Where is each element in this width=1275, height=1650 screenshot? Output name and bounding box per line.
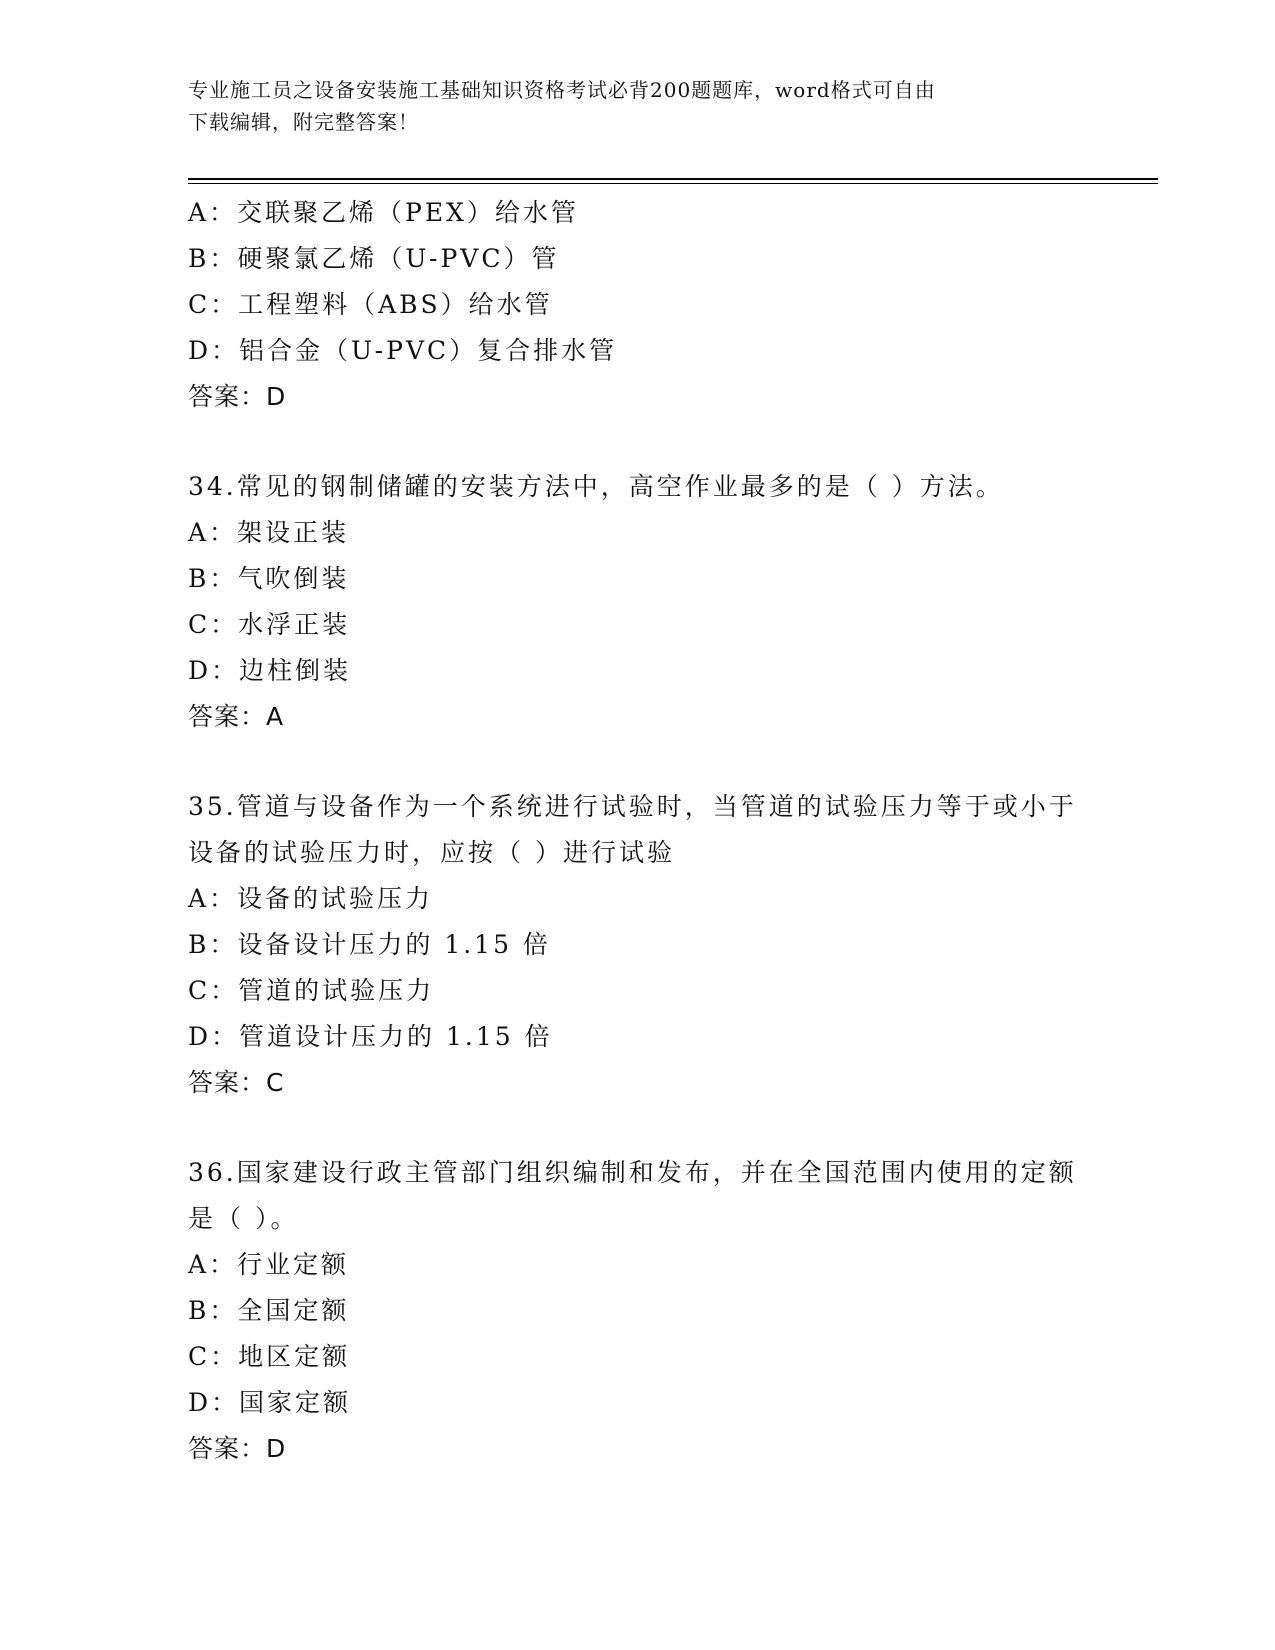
option-d: D：边柱倒装 <box>188 656 352 685</box>
option-c: C：工程塑料（ABS）给水管 <box>188 290 553 319</box>
option-a: A：设备的试验压力 <box>188 884 434 913</box>
question-list <box>188 190 1088 1472</box>
option-b: B：硬聚氯乙烯（U-PVC）管 <box>188 244 560 273</box>
header-title-line-1: 专业施工员之设备安装施工基础知识资格考试必背200题题库，word格式可自由 <box>188 78 936 102</box>
answer: 答案：D <box>188 382 287 411</box>
question-36 <box>188 1150 1088 1472</box>
answer: 答案：C <box>188 1068 285 1097</box>
option-a: A：交联聚乙烯（PEX）给水管 <box>188 198 579 227</box>
question-stem: 34.常见的钢制储罐的安装方法中，高空作业最多的是（ ）方法。 <box>188 472 1004 501</box>
option-a: A：行业定额 <box>188 1250 350 1279</box>
header-divider-thin <box>188 183 1158 184</box>
option-d: D：国家定额 <box>188 1388 352 1417</box>
option-d: D：管道设计压力的 1.15 倍 <box>188 1022 553 1051</box>
option-c: C：水浮正装 <box>188 610 351 639</box>
document-header <box>188 74 1068 138</box>
option-c: C：管道的试验压力 <box>188 976 435 1005</box>
option-d: D：铝合金（U-PVC）复合排水管 <box>188 336 618 365</box>
question-stem: 36.国家建设行政主管部门组织编制和发布，并在全国范围内使用的定额是（ ）。 <box>188 1158 1077 1233</box>
question-33-continued <box>188 190 1088 420</box>
question-34 <box>188 464 1088 740</box>
header-title-line-2: 下载编辑，附完整答案！ <box>188 110 419 134</box>
option-c: C：地区定额 <box>188 1342 351 1371</box>
option-b: B：全国定额 <box>188 1296 350 1325</box>
option-b: B：设备设计压力的 1.15 倍 <box>188 930 551 959</box>
answer: 答案：D <box>188 1434 287 1463</box>
question-stem: 35.管道与设备作为一个系统进行试验时，当管道的试验压力等于或小于设备的试验压力时，应按（ ）进行试验 <box>188 792 1077 867</box>
option-a: A：架设正装 <box>188 518 350 547</box>
option-b: B：气吹倒装 <box>188 564 350 593</box>
question-35 <box>188 784 1088 1106</box>
answer: 答案：A <box>188 702 285 731</box>
header-divider-thick <box>188 178 1158 180</box>
